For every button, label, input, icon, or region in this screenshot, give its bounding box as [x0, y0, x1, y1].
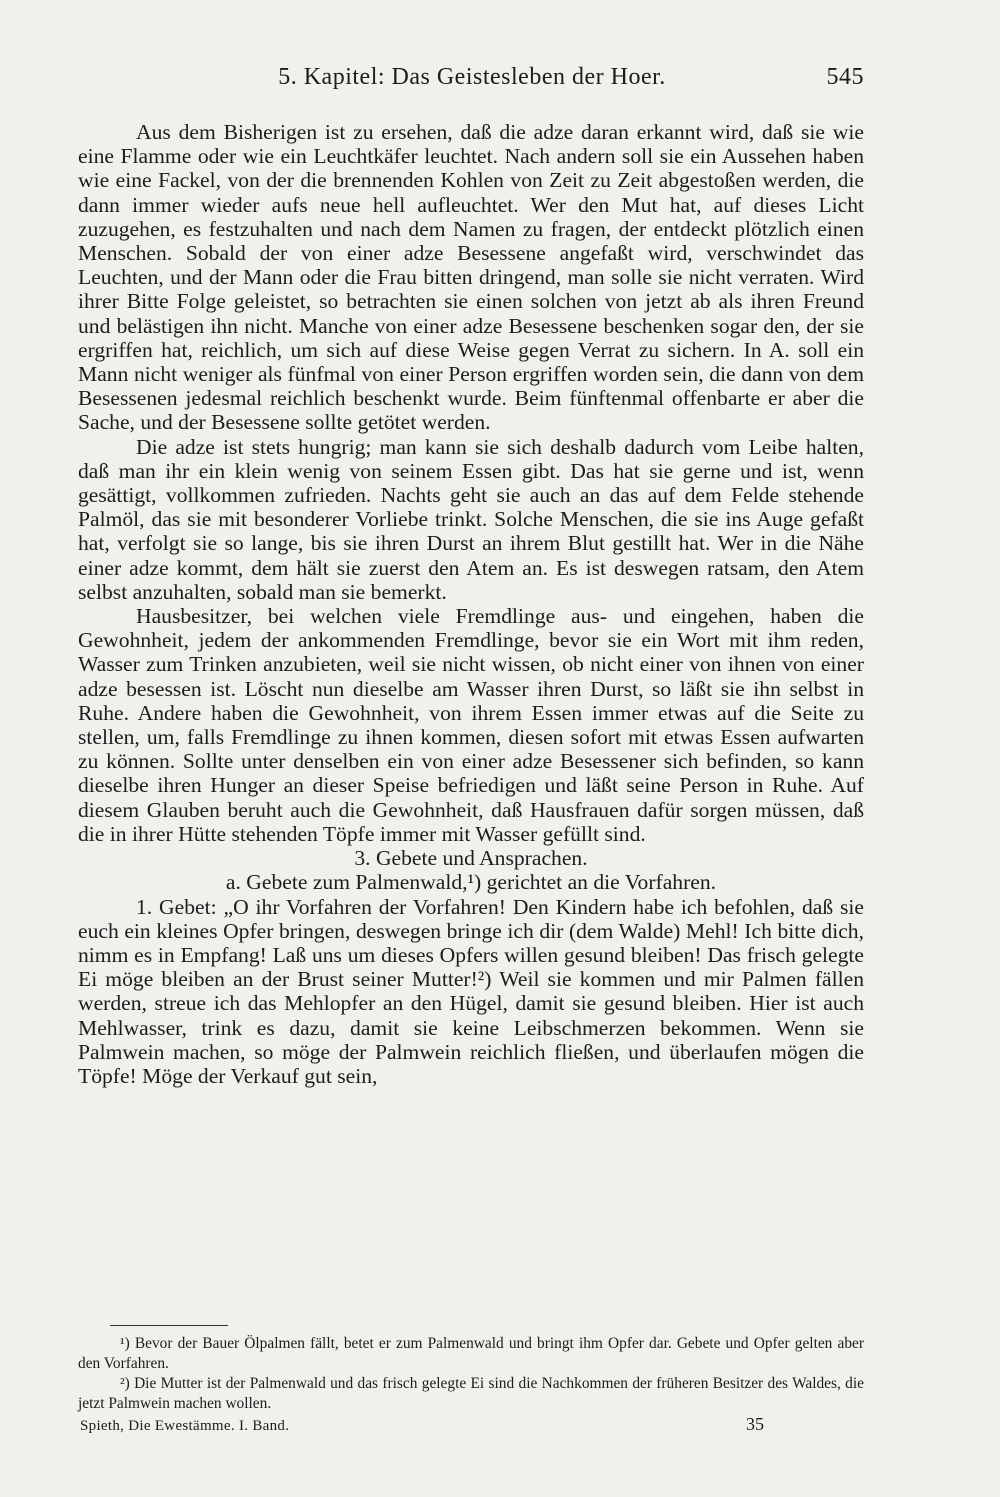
footnote-rule: [110, 1325, 228, 1326]
footnotes: [78, 1334, 864, 1414]
paragraph: 1. Gebet: „O ihr Vorfahren der Vorfahren! Den Kindern habe ich befohlen, daß sie euch ein kleines Opfer bringen, deswegen bringe ich dir (dem Walde) Mehl! Ich bitte dich, nimm es in Empfang! Laß uns um dieses Opfers willen gesund bleiben! Das frisch gelegte Ei möge bleiben an der Brust seiner Mutter!²) Weil sie kommen und mir Palmen fällen werden, streue ich das Mehlopfer an den Hügel, damit sie gesund bleiben. Hier ist auch Mehlwasser, trink es dazu, damit sie keine Leibschmerzen bekommen. Wenn sie Palmwein machen, so möge der Palmwein reichlich fließen, und überlaufen mögen die Töpfe! Möge der Verkauf gut sein,: [78, 894, 864, 1088]
running-header: [80, 64, 864, 94]
running-title: 5. Kapitel: Das Geistesleben der Hoer.: [278, 64, 666, 90]
paragraph: Die adze ist stets hungrig; man kann sie sich deshalb dadurch vom Leibe halten, daß man ihr ein klein wenig von seinem Essen gibt. Das hat sie gerne und ist, wenn gesättigt, vollkommen zufrieden. Nachts geht sie auch an das auf dem Felde stehende Palmöl, das sie mit besonderer Vorliebe trinkt. Solche Menschen, die sie ins Auge gefaßt hat, verfolgt sie so lange, bis sie ihren Durst an ihrem Blut gestillt hat. Wer in die Nähe einer adze kommt, dem hält sie zuerst den Atem an. Es ist deswegen ratsam, den Atem selbst anzuhalten, sobald man sie bemerkt.: [78, 434, 864, 604]
main-text: [78, 120, 864, 1088]
paragraph: Aus dem Bisherigen ist zu ersehen, daß die adze daran erkannt wird, daß sie wie eine Flamme oder wie ein Leuchtkäfer leuchtet. Nach andern soll sie ein Aussehen haben wie eine Fackel, von der die brennenden Kohlen von Zeit zu Zeit abgestoßen werden, die dann immer wieder aufs neue hell aufleuchtet. Wer den Mut hat, auf dieses Licht zuzugehen, es festzuhalten und nach dem Namen zu fragen, der entdeckt plötzlich einen Menschen. Sobald der von einer adze Besessene angefaßt wird, verschwindet das Leuchten, und der Mann oder die Frau bitten dringend, man solle sie nicht verraten. Wird ihrer Bitte Folge geleistet, so betrachten sie einen solchen von jetzt ab als ihren Freund und belästigen ihn nicht. Manche von einer adze Besessene beschenken sogar den, der sie ergriffen hat, reichlich, um sich auf diese Weise gegen Verrat zu sichern. In A. soll ein Mann nicht weniger als fünfmal von einer Person ergriffen worden sein, die dann von dem Besessenen jedesmal reichlich beschenkt wurde. Beim fünftenmal offenbarte er aber die Sache, und der Besessene sollte getötet werden.: [78, 120, 864, 435]
footnote: ¹) Bevor der Bauer Ölpalmen fällt, betet er zum Palmenwald und bringt ihm Opfer dar. Gebete und Opfer gelten aber den Vorfahren.: [78, 1335, 864, 1372]
footnote: ²) Die Mutter ist der Palmenwald und das frisch gelegte Ei sind die Nachkommen der früheren Besitzer des Waldes, die jetzt Palmwein machen wollen.: [78, 1375, 864, 1412]
signature-number: 35: [746, 1414, 764, 1434]
page-number: 545: [826, 64, 864, 90]
section-title: 3. Gebete und Ansprachen.: [354, 846, 588, 871]
subsection-title: a. Gebete zum Palmenwald,¹) gerichtet an die Vorfahren.: [225, 870, 717, 895]
signature-line: Spieth, Die Ewestämme. I. Band.: [80, 1418, 290, 1434]
paragraph: Hausbesitzer, bei welchen viele Fremdlinge aus- und eingehen, haben die Gewohnheit, jedem der ankommenden Fremdlinge, bevor sie ein Wort mit ihm reden, Wasser zum Trinken anzubieten, weil sie nicht wissen, ob nicht einer von ihnen von einer adze besessen ist. Löscht nun dieselbe am Wasser ihren Durst, so läßt sie ihn selbst in Ruhe. Andere haben die Gewohnheit, von ihrem Essen immer etwas auf die Seite zu stellen, um, falls Fremdlinge zu ihnen kommen, diesen sofort mit etwas Essen aufwarten zu können. Sollte unter denselben ein von einer adze Besessener sich befinden, so kann dieselbe ihren Hunger an dieser Speise befriedigen und läßt seine Person in Ruhe. Auf diesem Glauben beruht auch die Gewohnheit, daß Hausfrauen dafür sorgen müssen, daß die in ihrer Hütte stehenden Töpfe immer mit Wasser gefüllt sind.: [78, 604, 864, 846]
signature-footer: [80, 1416, 764, 1440]
